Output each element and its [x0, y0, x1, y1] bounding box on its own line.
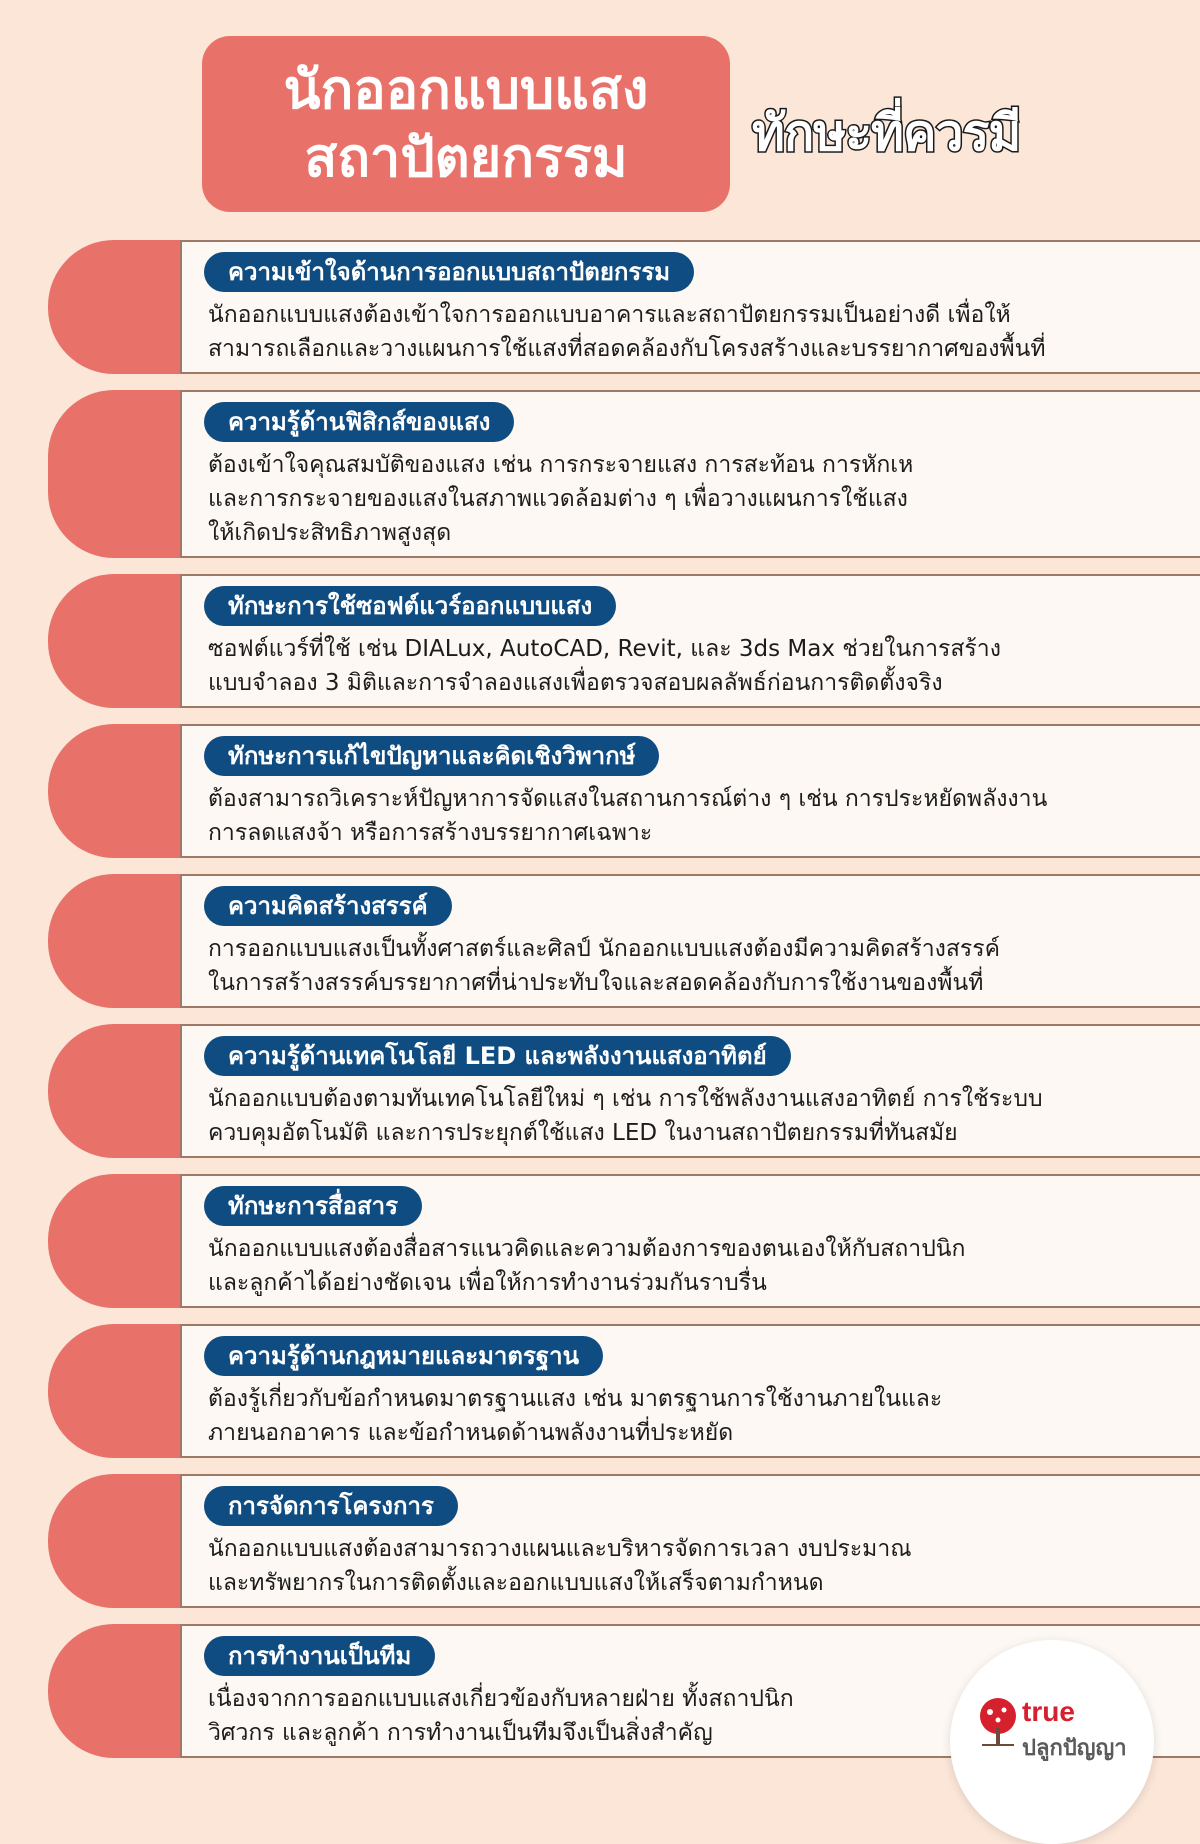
skill-item: [0, 574, 1200, 708]
skill-item: [0, 1474, 1200, 1608]
skill-description-line: นักออกแบบแสงต้องเข้าใจการออกแบบอาคารและสถาปัตยกรรมเป็นอย่างดี เพื่อให้: [208, 302, 1011, 328]
skill-description: [208, 1232, 1178, 1300]
skill-description: [208, 1082, 1178, 1150]
skill-description-line: นักออกแบบต้องตามทันเทคโนโลยีใหม่ ๆ เช่น การใช้พลังงานแสงอาทิตย์ การใช้ระบบ: [208, 1086, 1043, 1112]
title-line-1: นักออกแบบแสง: [283, 58, 649, 121]
subtitle: ทักษะที่ควรมี: [752, 104, 1021, 162]
skill-title: การทำงานเป็นทีม: [204, 1636, 435, 1676]
skill-card: [180, 1174, 1200, 1308]
skill-description-line: และลูกค้าได้อย่างชัดเจน เพื่อให้การทำงานร่วมกันราบรื่น: [208, 1270, 767, 1296]
skill-item: [0, 724, 1200, 858]
skill-item: [0, 1324, 1200, 1458]
skill-tab: [48, 574, 180, 708]
skill-card: [180, 1024, 1200, 1158]
skill-title: ความเข้าใจด้านการออกแบบสถาปัตยกรรม: [204, 252, 694, 292]
skill-tab: [48, 1474, 180, 1608]
skill-description-line: ควบคุมอัตโนมัติ และการประยุกต์ใช้แสง LED ในงานสถาปัตยกรรมที่ทันสมัย: [208, 1120, 958, 1146]
skill-description: [208, 782, 1178, 850]
skill-description-line: ภายนอกอาคาร และข้อกำหนดด้านพลังงานที่ประหยัด: [208, 1420, 734, 1446]
skill-description-line: ต้องเข้าใจคุณสมบัติของแสง เช่น การกระจายแสง การสะท้อน การหักเห: [208, 452, 914, 478]
skill-description-line: แบบจำลอง 3 มิติและการจำลองแสงเพื่อตรวจสอบผลลัพธ์ก่อนการติดตั้งจริง: [208, 670, 943, 696]
skill-tab: [48, 724, 180, 858]
skill-card: [180, 240, 1200, 374]
skill-tab: [48, 1324, 180, 1458]
skill-description-line: การลดแสงจ้า หรือการสร้างบรรยากาศเฉพาะ: [208, 820, 653, 846]
skill-card: [180, 1324, 1200, 1458]
skill-title: ทักษะการใช้ซอฟต์แวร์ออกแบบแสง: [204, 586, 616, 626]
skill-item: [0, 240, 1200, 374]
skill-description: [208, 632, 1178, 700]
title-line-2: สถาปัตยกรรม: [304, 126, 628, 189]
skill-title: ทักษะการแก้ไขปัญหาและคิดเชิงวิพากษ์: [204, 736, 659, 776]
skill-item: [0, 1174, 1200, 1308]
skill-description-line: ให้เกิดประสิทธิภาพสูงสุด: [208, 520, 452, 546]
skill-description: [208, 932, 1178, 1000]
logo-brand-text: true: [1022, 1696, 1075, 1727]
skill-description-line: สามารถเลือกและวางแผนการใช้แสงที่สอดคล้องกับโครงสร้างและบรรยากาศของพื้นที่: [208, 336, 1046, 362]
skill-title: ทักษะการสื่อสาร: [204, 1186, 422, 1226]
skill-tab: [48, 1174, 180, 1308]
skill-description-line: ในการสร้างสรรค์บรรยากาศที่น่าประทับใจและสอดคล้องกับการใช้งานของพื้นที่: [208, 970, 984, 996]
skill-description-line: ซอฟต์แวร์ที่ใช้ เช่น DIALux, AutoCAD, Revit, และ 3ds Max ช่วยในการสร้าง: [208, 636, 1001, 662]
skill-description-line: นักออกแบบแสงต้องสามารถวางแผนและบริหารจัดการเวลา งบประมาณ: [208, 1536, 912, 1562]
skill-card: [180, 390, 1200, 558]
skill-description-line: นักออกแบบแสงต้องสื่อสารแนวคิดและความต้องการของตนเองให้กับสถาปนิก: [208, 1236, 966, 1262]
skill-description-line: ต้องรู้เกี่ยวกับข้อกำหนดมาตรฐานแสง เช่น มาตรฐานการใช้งานภายในและ: [208, 1386, 943, 1412]
tree-icon: [970, 1694, 1026, 1750]
skill-tab: [48, 240, 180, 374]
skill-card: [180, 874, 1200, 1008]
skill-description: [208, 1382, 1178, 1450]
skill-tab: [48, 1024, 180, 1158]
true-logo-badge: [950, 1640, 1154, 1844]
skill-card: [180, 574, 1200, 708]
skill-title: ความคิดสร้างสรรค์: [204, 886, 452, 926]
skill-description-line: และการกระจายของแสงในสภาพแวดล้อมต่าง ๆ เพื่อวางแผนการใช้แสง: [208, 486, 908, 512]
skill-description-line: เนื่องจากการออกแบบแสงเกี่ยวข้องกับหลายฝ่าย ทั้งสถาปนิก: [208, 1686, 794, 1712]
skill-title: ความรู้ด้านกฎหมายและมาตรฐาน: [204, 1336, 603, 1376]
skill-title: ความรู้ด้านฟิสิกส์ของแสง: [204, 402, 514, 442]
skill-card: [180, 1474, 1200, 1608]
skill-item: [0, 1024, 1200, 1158]
skill-description: [208, 1532, 1178, 1600]
skill-description-line: ต้องสามารถวิเคราะห์ปัญหาการจัดแสงในสถานการณ์ต่าง ๆ เช่น การประหยัดพลังงาน: [208, 786, 1048, 812]
skill-title: ความรู้ด้านเทคโนโลยี LED และพลังงานแสงอาทิตย์: [204, 1036, 791, 1076]
skill-title: การจัดการโครงการ: [204, 1486, 458, 1526]
skill-description-line: และทรัพยากรในการติดตั้งและออกแบบแสงให้เสร็จตามกำหนด: [208, 1570, 824, 1596]
skill-description: [208, 298, 1178, 366]
skill-item: [0, 874, 1200, 1008]
skill-tab: [48, 874, 180, 1008]
skill-tab: [48, 1624, 180, 1758]
logo-thai-text: ปลูกปัญญา: [1022, 1736, 1127, 1761]
skill-card: [180, 724, 1200, 858]
skill-description-line: วิศวกร และลูกค้า การทำงานเป็นทีมจึงเป็นสิ่งสำคัญ: [208, 1720, 713, 1746]
skill-item: [0, 390, 1200, 558]
skill-tab: [48, 390, 180, 558]
skill-description-line: การออกแบบแสงเป็นทั้งศาสตร์และศิลป์ นักออกแบบแสงต้องมีความคิดสร้างสรรค์: [208, 936, 1000, 962]
skill-description: [208, 448, 1178, 550]
